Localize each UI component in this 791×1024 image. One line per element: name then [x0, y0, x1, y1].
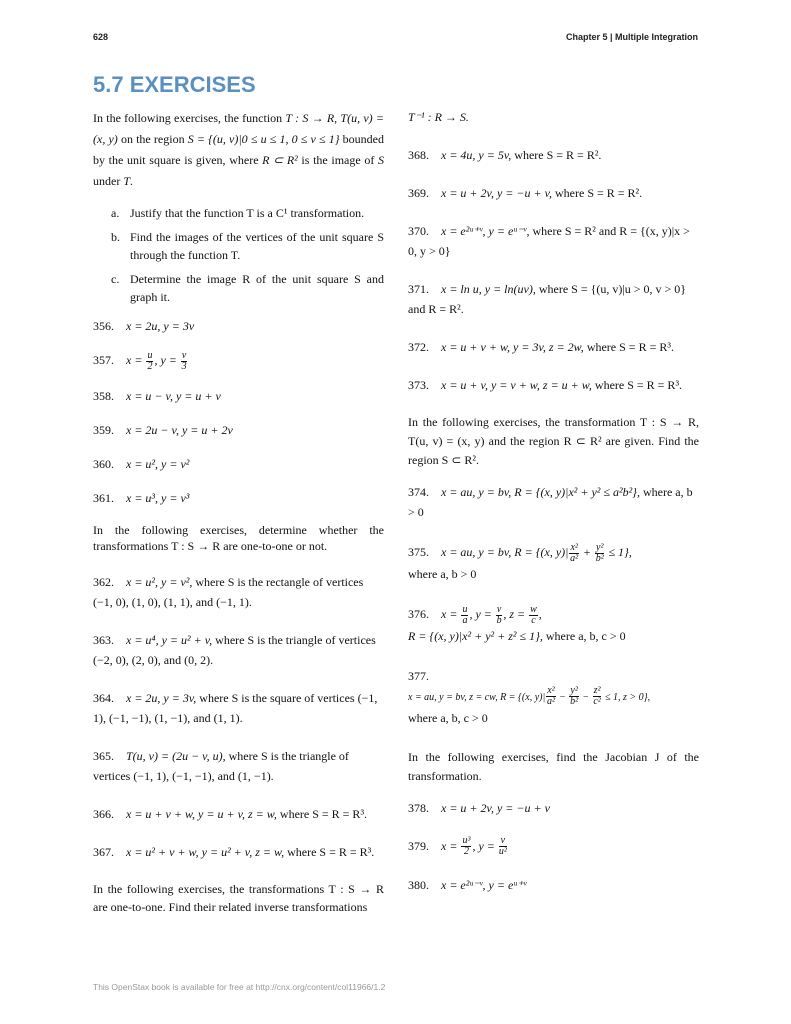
exercise-363: 363. x = u⁴, y = u² + v, where S is the triangle of vertices (−2, 0), (2, 0), and (0, 2). [93, 632, 376, 667]
exercise-369: 369. x = u + 2v, y = −u + v, where S = R = R². [408, 186, 643, 200]
left-column [93, 108, 384, 928]
exercise-362: 362. x = u², y = v², where S is the rectangle of vertices (−1, 0), (1, 0), (1, 1), and (−1, 1). [93, 574, 364, 609]
exercise-358: 358. x = u − v, y = u + v [93, 388, 221, 403]
intro-paragraph-jacobian: In the following exercises, find the Jacobian J of the transformation. [408, 749, 699, 783]
intro-paragraph-inverse: In the following exercises, the transformations T : S → R are one-to-one. Find their related inverse transformations [93, 881, 384, 914]
right-column [408, 108, 699, 909]
exercise-380: 380. x = e²ᵘ⁻ᵛ, y = eᵘ⁺ᵛ [408, 878, 527, 893]
task-list [93, 204, 384, 306]
exercise-367: 367. x = u² + v + w, y = u² + v, z = w, where S = R = R³. [93, 844, 375, 859]
exercise-359: 359. x = 2u − v, y = u + 2v [93, 422, 233, 437]
exercise-377: 377. x = au, y = bv, z = cw, R = {(x, y)| $\frac{\text{x²}}{\text{a²}}$ − $\frac{\text{y²}}{\text{b²}}$ − $\frac{\text{z²}}{\text{c²}}$ ≤ 1, z > 0}, where a, b, c > 0 [408, 668, 651, 725]
exercise-375: 375. x = au, y = bv, R = {(x, y)| $\frac{\text{x²}}{\text{a²}}$ + $\frac{\text{y²}}{\text{b²}}$ ≤ 1}, where a, b > 0 [408, 541, 632, 581]
exercise-379: 379. x = $\frac{\text{u³}}{2}$ , y = $\frac{v}{\text{u²}}$ [408, 835, 507, 858]
task-item: b. Find the images of the vertices of the unit square S through the function T. [111, 230, 384, 262]
exercise-376: 376. x = $\frac{u}{a}$ , y = $\frac{v}{b}$ , z = $\frac{w}{c}$ , R = {(x, y)|x² + y² + z² ≤ 1}, where a, b, c > 0 [408, 603, 626, 643]
exercise-357: 357. x = $\frac{u}{2}$ , y = $\frac{v}{3}$ [93, 349, 187, 372]
exercise-356: 356. x = 2u, y = 3v [93, 319, 195, 333]
section-title: 5.7 EXERCISES [93, 72, 256, 97]
chapter-header: Chapter 5 | Multiple Integration [565, 32, 698, 42]
inverse-notation: T⁻¹ : R → S. [408, 110, 469, 124]
exercise-361: 361. x = u³, y = v³ [93, 490, 190, 505]
exercise-374: 374. x = au, y = bv, R = {(x, y)|x² + y² ≤ a²b²}, where a, b > 0 [408, 485, 693, 519]
exercise-370: 370. x = e²ᵘ⁺ᵛ, y = eᵘ⁻ᵛ, where S = R² and R = {(x, y)|x > 0, y > 0} [408, 224, 690, 258]
exercise-364: 364. x = 2u, y = 3v, where S is the square of vertices (−1, 1), (−1, −1), (1, −1), and (1, 1). [93, 690, 378, 725]
exercise-378: 378. x = u + 2v, y = −u + v [408, 800, 550, 815]
exercise-360: 360. x = u², y = v² [93, 456, 190, 471]
exercise-365: 365. T(u, v) = (2u − v, u), where S is the triangle of vertices (−1, 1), (−1, −1), and (1, −1). [93, 748, 349, 783]
intro-paragraph: In the following exercises, the function T : S → R, T(u, v) = (x, y) on the region S = {(u, v)|0 ≤ u ≤ 1, 0 ≤ v ≤ 1} bounded by the unit square is given, where R ⊂ R² is the image of S under T. [93, 111, 385, 188]
task-item: c. Determine the image R of the unit square S and graph it. [111, 272, 384, 304]
exercise-372: 372. x = u + v + w, y = 3v, z = 2w, where S = R = R³. [408, 340, 674, 354]
intro-paragraph-one-to-one: In the following exercises, determine whether the transformations T : S → R are one-to-one or not. [93, 522, 384, 553]
page-number: 628 [93, 32, 109, 42]
exercise-373: 373. x = u + v, y = v + w, z = u + w, where S = R = R³. [408, 378, 683, 392]
exercise-371: 371. x = ln u, y = ln(uv), where S = {(u, v)|u > 0, v > 0} and R = R². [408, 282, 687, 316]
footer-attribution: This OpenStax book is available for free at http://cnx.org/content/col11966/1.2 [93, 982, 386, 992]
exercise-368: 368. x = 4u, y = 5v, where S = R = R². [408, 148, 602, 162]
exercise-366: 366. x = u + v + w, y = u + v, z = w, where S = R = R³. [93, 806, 368, 821]
task-item: a. Justify that the function T is a C¹ transformation. [111, 206, 365, 220]
intro-paragraph-region: In the following exercises, the transformation T : S → R, T(u, v) = (x, y) and the region R ⊂ R² are given. Find the region S ⊂ R². [408, 415, 699, 467]
